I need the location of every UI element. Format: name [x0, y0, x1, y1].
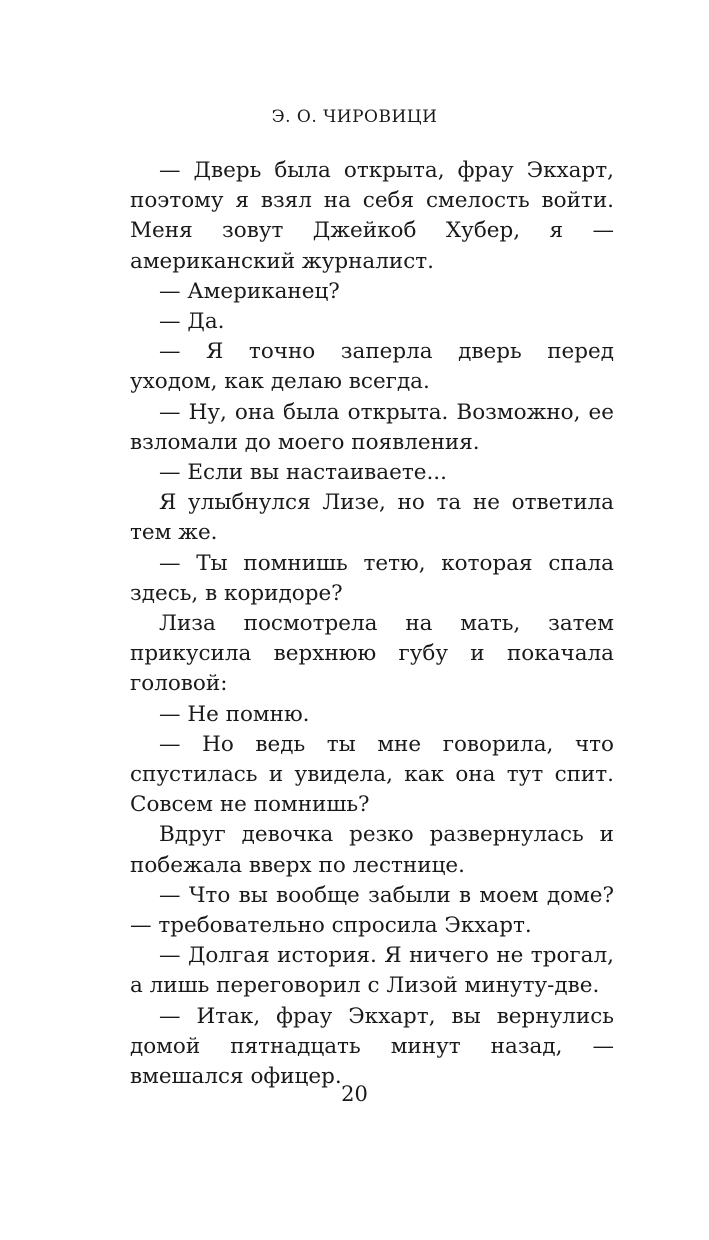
- paragraph: — Ты помнишь тетю, которая спала здесь, в коридоре?: [130, 550, 614, 606]
- paragraph: Вдруг девочка резко развернулась и побежала вверх по лестнице.: [130, 822, 614, 878]
- paragraph: — Но ведь ты мне говорила, что спустилась и увидела, как она тут спит. Совсем не помнишь?: [130, 731, 614, 818]
- paragraph: — Что вы вообще забыли в моем доме? — требовательно спросила Экхарт.: [130, 882, 614, 939]
- running-head: Э. О. ЧИРОВИЦИ: [271, 107, 438, 127]
- paragraph: — Дверь была открыта, фрау Экхарт, поэтому я взял на себя смелость войти. Меня зовут Джейкоб Хубер, я — американский журналист.: [130, 158, 614, 274]
- paragraph: — Я точно заперла дверь перед уходом, как делаю всегда.: [130, 339, 614, 395]
- paragraph: — Да.: [159, 309, 225, 335]
- page-number: 20: [341, 1082, 368, 1106]
- body-text: [130, 156, 614, 1092]
- paragraph: Лиза посмотрела на мать, затем прикусила верхнюю губу и покачала головой:: [130, 611, 614, 697]
- paragraph: Я улыбнулся Лизе, но та не ответила тем же.: [130, 490, 614, 546]
- paragraph: — Ну, она была открыта. Возможно, ее взломали до моего появления.: [130, 399, 614, 455]
- paragraph: — Не помню.: [159, 701, 310, 727]
- paragraph: — Американец?: [159, 278, 340, 304]
- paragraph: — Если вы настаиваете...: [159, 460, 447, 486]
- paragraph: — Долгая история. Я ничего не трогал, а лишь переговорил с Лизой минуту-две.: [130, 943, 614, 999]
- paragraph: — Итак, фрау Экхарт, вы вернулись домой пятнадцать минут назад, — вмешался офицер.: [130, 1003, 614, 1090]
